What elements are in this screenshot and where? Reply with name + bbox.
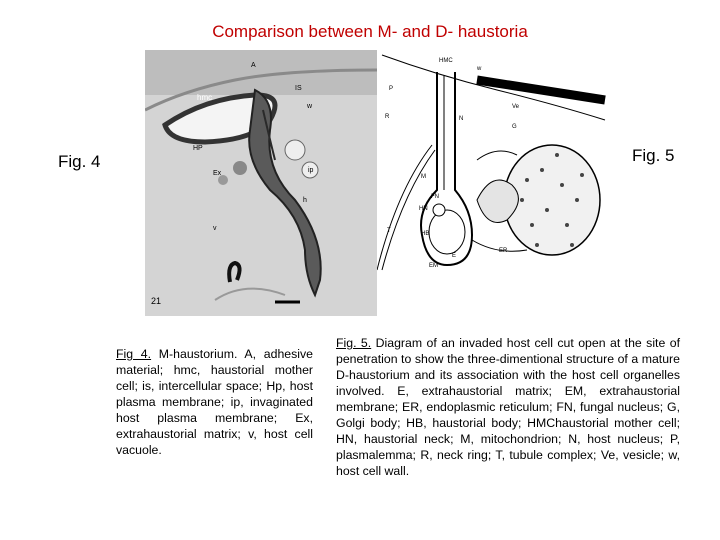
micro-label-hp: HP xyxy=(193,145,203,152)
diagram-label-n: N xyxy=(459,116,464,122)
diagram-label-fn: FN xyxy=(431,194,439,200)
micro-label-a: A xyxy=(251,62,256,69)
fig5-label: Fig. 5 xyxy=(632,146,675,165)
fig5-caption-text: Diagram of an invaded host cell cut open at the site of penetration to show the three-dimentional structure of a mature D-haustorium and its association with the host cell organelles involved. E, extrahaustorial matrix; EM, extrahaustorial membrane; ER, endoplasmic reticulum; FN, fungal nucleus; G, Golgi body; HB, haustorial body; HMChaustorial mother cell; HN, haustorial neck; M, mitochondrion; N, host nucleus; P, plasmalemma; R, neck ring; T, tubule complex; Ve, vesicle; w, host cell wall. xyxy=(336,336,681,478)
fig5-caption xyxy=(336,335,680,479)
diagram-label-ve: Ve xyxy=(512,104,520,110)
haustorium-diagram xyxy=(377,50,606,278)
fig5-caption-ref: Fig. 5. xyxy=(336,336,372,350)
fig4-caption-ref: Fig 4. xyxy=(116,347,152,361)
diagram-label-r: R xyxy=(385,114,390,120)
micro-label-h: h xyxy=(303,197,307,204)
diagram-label-hb: HB xyxy=(421,231,430,237)
micrograph-image xyxy=(145,50,377,316)
diagram-label-g: G xyxy=(512,124,517,130)
micro-label-number: 21 xyxy=(151,296,162,306)
diagram-label-em: EM xyxy=(429,263,438,269)
micro-label-ip: ip xyxy=(308,167,314,174)
page-title: Comparison between M- and D- haustoria xyxy=(212,22,528,41)
diagram-label-hmc: HMC xyxy=(439,58,453,64)
diagram-label-w: w xyxy=(477,66,482,72)
fig4-label: Fig. 4 xyxy=(58,152,101,171)
micro-label-hmc: hmc xyxy=(197,93,213,102)
diagram-label-t: T xyxy=(387,228,391,234)
fig4-caption-text: M-haustorium. A, adhesive material; hmc, haustorial mother cell; is, intercellular space; Hp, host plasma membrane; ip, invaginated host plasma membrane; Ex, extrahaustorial matrix; v, host cell vacuole. xyxy=(116,347,314,457)
diagram-label-hn: HN xyxy=(419,206,428,212)
micro-label-v: v xyxy=(213,225,217,232)
diagram-label-e: E xyxy=(452,253,457,259)
micro-label-w: w xyxy=(307,103,313,110)
micro-label-is: IS xyxy=(295,85,302,92)
micro-label-ex: Ex xyxy=(213,170,222,177)
diagram-label-er: ER xyxy=(499,248,508,254)
diagram-label-m: M xyxy=(421,174,426,180)
diagram-label-p: P xyxy=(389,86,394,92)
fig4-caption xyxy=(116,346,313,458)
